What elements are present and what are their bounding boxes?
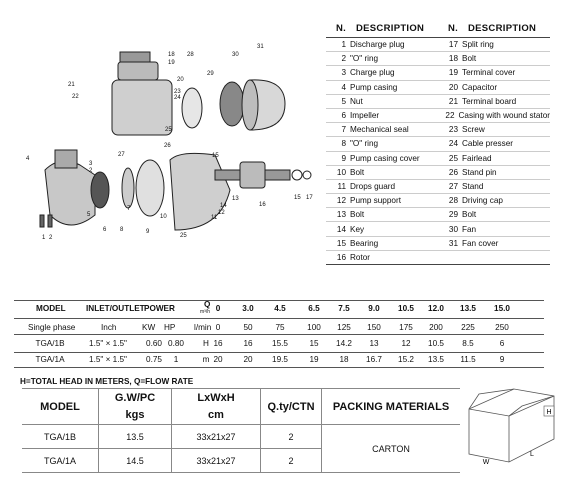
diagram-label: 13 — [232, 196, 239, 202]
part-number: 5 — [341, 96, 346, 106]
part-description: Capacitor — [462, 82, 498, 92]
head-value: 8.5 — [462, 339, 474, 348]
perf-model: TGA/1B — [35, 339, 65, 348]
diagram-label: 5 — [87, 212, 91, 218]
diagram-label: 9 — [146, 229, 150, 235]
part-number: 28 — [448, 196, 458, 206]
parts-row — [326, 166, 550, 180]
parts-row — [326, 109, 550, 123]
lmin-value: 0 — [215, 323, 221, 332]
part-description: Bolt — [350, 167, 365, 177]
part-description: Impeller — [350, 111, 380, 121]
q-value: 12.0 — [428, 304, 444, 313]
pack-qty: 2 — [261, 449, 322, 473]
diagram-label: 4 — [26, 156, 30, 162]
carton-box-icon — [464, 384, 564, 464]
part-description: Bolt — [350, 210, 365, 220]
parts-list — [326, 20, 550, 265]
perf-unit: H — [203, 339, 209, 348]
parts-row — [326, 137, 550, 151]
pack-dim: 33x21x27 — [172, 425, 261, 449]
packing-table — [22, 388, 460, 473]
parts-row — [326, 52, 550, 66]
diagram-label: 10 — [160, 214, 167, 220]
part-number: 19 — [448, 68, 458, 78]
head-value: 6 — [499, 339, 505, 348]
diagram-label: 23 — [174, 89, 181, 95]
q-value: 6.5 — [308, 304, 320, 313]
pack-model: TGA/1A — [22, 449, 99, 473]
pack-dim: 33x21x27 — [172, 449, 261, 473]
col-q: Q — [204, 300, 211, 309]
part-number: 10 — [336, 167, 346, 177]
head-value: 14.2 — [336, 339, 352, 348]
part-number: 8 — [341, 139, 346, 149]
part-number: 20 — [448, 82, 458, 92]
part-description: Cable presser — [462, 139, 513, 149]
part-number: 26 — [448, 167, 458, 177]
parts-row — [326, 251, 550, 265]
part-description: Pump casing — [350, 82, 398, 92]
q-value: 0 — [215, 304, 221, 313]
lmin-label: l/min — [194, 323, 212, 332]
parts-row — [326, 66, 550, 80]
diagram-label: 31 — [257, 44, 264, 50]
header-n: N. — [448, 23, 459, 34]
parts-row — [326, 237, 550, 251]
part-description: Pump casing cover — [350, 153, 420, 163]
perf-hp: 1 — [173, 355, 179, 364]
col-model: MODEL — [36, 304, 66, 313]
part-description: Terminal board — [462, 96, 517, 106]
part-number: 24 — [448, 139, 458, 149]
lmin-value: 100 — [307, 323, 321, 332]
part-description: "O" ring — [350, 54, 379, 64]
pack-col-materials: PACKING MATERIALS — [322, 389, 461, 425]
pack-col-gw: G.W/PC — [99, 389, 172, 407]
diagram-label: 25 — [180, 233, 187, 239]
pack-model: TGA/1B — [22, 425, 99, 449]
part-description: Screw — [462, 125, 485, 135]
q-value: 4.5 — [274, 304, 286, 313]
part-description: Fan — [462, 224, 477, 234]
part-number: 16 — [336, 252, 346, 262]
head-value: 20 — [243, 355, 253, 364]
q-value: 9.0 — [368, 304, 380, 313]
q-value: 10.5 — [398, 304, 414, 313]
hp-label: HP — [164, 323, 176, 332]
pack-dim-unit: cm — [172, 407, 261, 425]
head-value: 9 — [499, 355, 505, 364]
perf-inlet: 1.5" × 1.5" — [89, 339, 127, 348]
diagram-label: 14 — [220, 203, 227, 209]
q-value: 13.5 — [460, 304, 476, 313]
pack-col-dim: LxWxH — [172, 389, 261, 407]
part-description: Rotor — [350, 252, 371, 262]
pack-col-qty: Q.ty/CTN — [261, 389, 322, 425]
parts-row — [326, 95, 550, 109]
q-value: 7.5 — [338, 304, 350, 313]
head-value: 18 — [339, 355, 349, 364]
diagram-label: 28 — [187, 52, 194, 58]
diagram-label: 25 — [165, 127, 172, 133]
part-number: 9 — [341, 153, 346, 163]
pack-col-model: MODEL — [22, 389, 99, 425]
diagram-label: 7 — [127, 206, 131, 212]
part-description: Discharge plug — [350, 40, 405, 50]
pack-material: CARTON — [322, 425, 461, 473]
lmin-value: 50 — [243, 323, 253, 332]
header-description: DESCRIPTION — [468, 23, 537, 34]
head-value: 19.5 — [272, 355, 288, 364]
diagram-label: 26 — [164, 143, 171, 149]
part-number: 13 — [336, 210, 346, 220]
lmin-value: 250 — [495, 323, 509, 332]
head-value: 15.2 — [398, 355, 414, 364]
head-value: 19 — [309, 355, 319, 364]
diagram-label: 17 — [306, 195, 313, 201]
parts-row — [326, 152, 550, 166]
diagram-label: 19 — [168, 60, 175, 66]
part-description: Driving cap — [462, 196, 503, 206]
q-value: 3.0 — [242, 304, 254, 313]
col-power: POWER — [144, 304, 175, 313]
part-number: 17 — [448, 40, 458, 50]
pack-gw: 13.5 — [99, 425, 172, 449]
lmin-value: 225 — [461, 323, 475, 332]
diagram-label: 15 — [294, 195, 301, 201]
part-number: 18 — [448, 54, 458, 64]
part-number: 12 — [336, 196, 346, 206]
diagram-label: 18 — [168, 52, 175, 58]
pack-gw-unit: kgs — [99, 407, 172, 425]
part-description: Casing with wound stator — [458, 111, 550, 121]
kw-label: KW — [142, 323, 156, 332]
head-value: 15 — [309, 339, 319, 348]
part-description: Bolt — [462, 210, 477, 220]
part-number: 30 — [448, 224, 458, 234]
diagram-label: 12 — [218, 210, 225, 216]
head-value: 13.5 — [428, 355, 444, 364]
col-q-unit: m³/h — [200, 309, 210, 315]
perf-inlet: 1.5" × 1.5" — [89, 355, 127, 364]
part-number: 27 — [448, 181, 458, 191]
box-label-w: W — [482, 459, 490, 464]
part-description: "O" ring — [350, 139, 379, 149]
part-description: Charge plug — [350, 68, 395, 78]
parts-row — [326, 180, 550, 194]
parts-row — [326, 194, 550, 208]
part-number: 23 — [448, 125, 458, 135]
part-description: Fan cover — [462, 238, 499, 248]
part-description: Terminal cover — [462, 68, 516, 78]
perf-kw: 0.75 — [146, 355, 162, 364]
head-value: 16.7 — [366, 355, 382, 364]
diagram-label: 11 — [211, 215, 218, 221]
perf-unit: m — [202, 355, 210, 364]
part-description: Mechanical seal — [350, 125, 409, 135]
diagram-label: 2 — [89, 168, 93, 174]
diagram-label: 20 — [177, 77, 184, 83]
box-label-l: L — [530, 451, 534, 458]
lmin-value: 75 — [275, 323, 285, 332]
diagram-label: 21 — [68, 82, 75, 88]
part-description: Key — [350, 224, 365, 234]
part-description: Nut — [350, 96, 363, 106]
diagram-label: 24 — [174, 95, 181, 101]
exploded-diagram — [0, 30, 325, 245]
part-number: 2 — [341, 54, 346, 64]
diagram-label: 30 — [232, 52, 239, 58]
diagram-label: 1 — [42, 235, 46, 241]
part-number: 6 — [341, 111, 346, 121]
part-number: 14 — [336, 224, 346, 234]
head-value: 20 — [213, 355, 223, 364]
parts-row — [326, 38, 550, 52]
part-number: 22 — [445, 111, 455, 121]
part-description: Bearing — [350, 238, 379, 248]
perf-hp: 0.80 — [168, 339, 184, 348]
pack-gw: 14.5 — [99, 449, 172, 473]
head-value: 10.5 — [428, 339, 444, 348]
head-value: 16 — [243, 339, 253, 348]
box-label-h: H — [546, 409, 552, 416]
col-inlet: INLET/OUTLET — [86, 304, 145, 313]
perf-kw: 0.60 — [146, 339, 162, 348]
part-description: Split ring — [462, 40, 494, 50]
part-description: Stand — [462, 181, 484, 191]
part-number: 11 — [337, 181, 346, 191]
part-description: Stand pin — [462, 167, 497, 177]
part-number: 3 — [341, 68, 346, 78]
diagram-label: 6 — [103, 227, 107, 233]
single-phase-label: Single phase — [28, 323, 76, 332]
part-number: 7 — [341, 125, 346, 135]
lmin-value: 175 — [399, 323, 413, 332]
perf-model: TGA/1A — [35, 355, 65, 364]
q-value: 15.0 — [494, 304, 510, 313]
part-number: 21 — [448, 96, 458, 106]
lmin-value: 125 — [337, 323, 351, 332]
part-number: 25 — [448, 153, 458, 163]
head-value: 12 — [401, 339, 411, 348]
part-description: Fairlead — [462, 153, 492, 163]
head-value: 16 — [213, 339, 223, 348]
inch-label: Inch — [101, 323, 117, 332]
parts-row — [326, 123, 550, 137]
diagram-label: 2 — [49, 235, 53, 241]
part-number: 1 — [341, 40, 346, 50]
diagram-label: 27 — [118, 152, 125, 158]
part-number: 15 — [336, 238, 346, 248]
head-value: 13 — [369, 339, 379, 348]
lmin-value: 150 — [367, 323, 381, 332]
part-description: Pump support — [350, 196, 401, 206]
header-description: DESCRIPTION — [356, 23, 425, 34]
header-n: N. — [336, 23, 347, 34]
head-value: 11.5 — [460, 355, 476, 364]
part-number: 4 — [341, 82, 346, 92]
flow-note: H=TOTAL HEAD IN METERS, Q=FLOW RATE — [20, 377, 194, 386]
part-description: Drops guard — [350, 181, 396, 191]
parts-row — [326, 81, 550, 95]
parts-row — [326, 222, 550, 236]
part-number: 29 — [448, 210, 458, 220]
diagram-label: 15 — [212, 153, 219, 159]
parts-header — [326, 20, 550, 38]
pack-qty: 2 — [261, 425, 322, 449]
head-value: 15.5 — [272, 339, 288, 348]
diagram-label: 8 — [120, 227, 124, 233]
part-number: 31 — [448, 238, 458, 248]
lmin-value: 200 — [429, 323, 443, 332]
diagram-label: 16 — [259, 202, 266, 208]
diagram-label: 22 — [72, 94, 79, 100]
parts-row — [326, 208, 550, 222]
part-description: Bolt — [462, 54, 477, 64]
diagram-label: 29 — [207, 71, 214, 77]
diagram-label: 3 — [89, 161, 93, 167]
